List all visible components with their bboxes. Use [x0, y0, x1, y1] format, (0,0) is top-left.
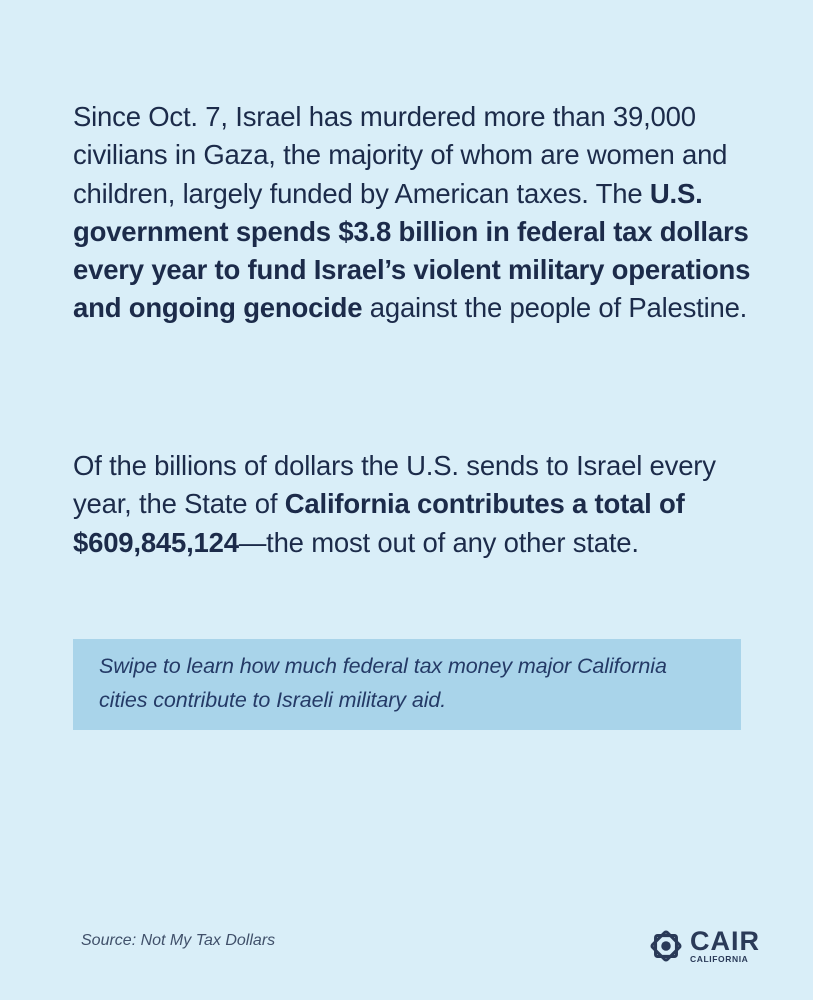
logo-wordmark: [690, 925, 760, 964]
cair-logo: [647, 925, 777, 967]
california-text-2: —the most out of any other state.: [238, 526, 639, 558]
intro-paragraph: [73, 98, 753, 328]
source-credit: Source: Not My Tax Dollars: [81, 932, 276, 949]
california-paragraph: [73, 447, 753, 562]
star-emblem-icon: [647, 927, 685, 965]
logo-subtitle: CALIFORNIA: [690, 953, 749, 964]
intro-text-2: against the people of Palestine.: [362, 292, 748, 324]
swipe-callout-box: [73, 639, 741, 730]
california-bold-text: California contributes a total of $609,845,124: [73, 488, 685, 558]
intro-bold-text: U.S. government spends $3.8 billion in federal tax dollars every year to fund Israel’s violent military operations and ongoing genocide: [73, 177, 751, 324]
california-text-1: Of the billions of dollars the U.S. sends to Israel every year, the State of: [73, 450, 716, 520]
logo-name: CAIR: [690, 925, 760, 956]
swipe-callout-text: Swipe to learn how much federal tax money major California cities contribute to Israeli military aid.: [99, 654, 667, 712]
intro-text-1: Since Oct. 7, Israel has murdered more than 39,000 civilians in Gaza, the majority of whom are women and children, largely funded by American taxes. The: [73, 101, 728, 209]
